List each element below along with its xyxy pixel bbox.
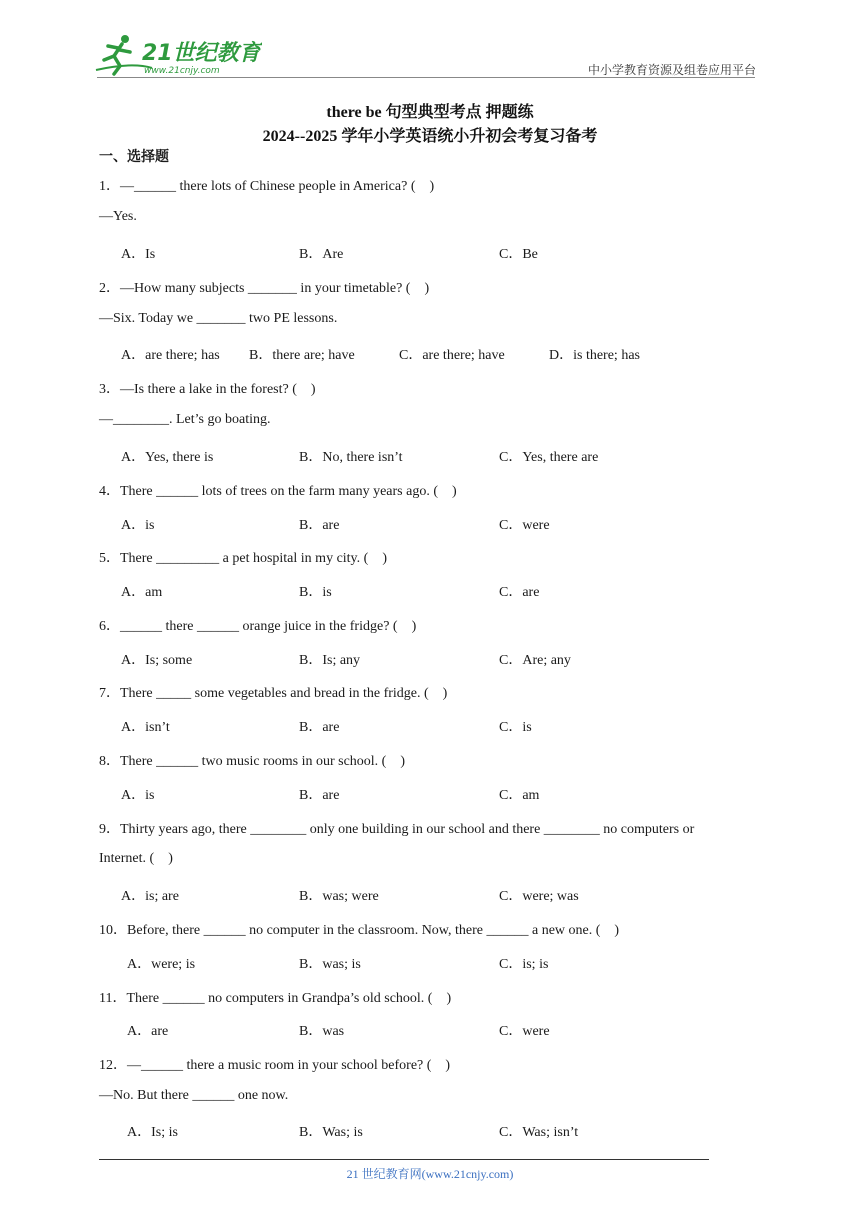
- answer-option[interactable]: A．is; are: [121, 889, 179, 904]
- question-continuation: —Six. Today we _______ two PE lessons.: [99, 311, 338, 326]
- question-stem: 4．There ______ lots of trees on the farm many years ago. ( ): [99, 484, 457, 499]
- answer-option[interactable]: B．is: [299, 585, 332, 600]
- answer-option[interactable]: C．is: [499, 720, 532, 735]
- document-subtitle: 2024--2025 学年小学英语统小升初会考复习备考: [262, 128, 598, 145]
- question-stem: 2．—How many subjects _______ in your timetable? ( ): [99, 281, 430, 296]
- question-stem: 6．______ there ______ orange juice in the fridge? ( ): [99, 619, 417, 634]
- answer-option[interactable]: A．Is; some: [121, 653, 193, 668]
- footer-divider: [99, 1159, 709, 1160]
- answer-option[interactable]: B．Was; is: [299, 1125, 363, 1140]
- answer-option[interactable]: A．Is; is: [127, 1125, 178, 1140]
- question-stem: 8．There ______ two music rooms in our school. ( ): [99, 754, 406, 769]
- section-heading: 一、选择题: [99, 149, 169, 165]
- answer-option[interactable]: A．isn’t: [121, 720, 170, 735]
- answer-option[interactable]: A．am: [121, 585, 163, 600]
- answer-option[interactable]: C．Was; isn’t: [499, 1125, 579, 1140]
- question-stem: 11．There ______ no computers in Grandpa’s old school. ( ): [99, 991, 452, 1006]
- answer-option[interactable]: C．were: [499, 1024, 550, 1039]
- answer-option[interactable]: C．were; was: [499, 889, 579, 904]
- answer-option[interactable]: B．Are: [299, 247, 344, 262]
- answer-option[interactable]: B．No, there isn’t: [299, 450, 403, 465]
- answer-option[interactable]: A．Yes, there is: [121, 450, 214, 465]
- answer-option[interactable]: C．am: [499, 788, 540, 803]
- answer-option[interactable]: A．is: [121, 518, 155, 533]
- platform-label: 中小学教育资源及组卷应用平台: [587, 63, 756, 77]
- answer-option[interactable]: A．Is: [121, 247, 156, 262]
- answer-option[interactable]: A．is: [121, 788, 155, 803]
- header-divider: [97, 77, 755, 78]
- answer-option[interactable]: A．are: [127, 1024, 169, 1039]
- answer-option[interactable]: C．Yes, there are: [499, 450, 599, 465]
- question-stem: 1．—______ there lots of Chinese people in America? ( ): [99, 179, 435, 194]
- logo-url: www.21cnjy.com: [144, 66, 220, 76]
- answer-option[interactable]: B．are: [299, 518, 340, 533]
- question-stem: 12．—______ there a music room in your school before? ( ): [99, 1058, 451, 1073]
- answer-option[interactable]: B．there are; have: [249, 348, 355, 363]
- question-stem: 5．There _________ a pet hospital in my city. ( ): [99, 551, 387, 566]
- runner-logo-icon: [92, 30, 262, 78]
- question-stem: 3．—Is there a lake in the forest? ( ): [99, 382, 316, 397]
- answer-option[interactable]: B．was: [299, 1024, 345, 1039]
- answer-option[interactable]: B．Is; any: [299, 653, 361, 668]
- site-logo[interactable]: [92, 30, 262, 78]
- answer-option[interactable]: B．are: [299, 720, 340, 735]
- answer-option[interactable]: C．is; is: [499, 957, 549, 972]
- question-continuation: Internet. ( ): [99, 851, 173, 866]
- logo-text: 21世纪教育: [142, 41, 261, 66]
- answer-option[interactable]: C．Be: [499, 247, 538, 262]
- document-title: there be 句型典型考点 押题练: [326, 104, 534, 121]
- footer-text: 21 世纪教育网(www.21cnjy.com): [346, 1167, 514, 1181]
- answer-option[interactable]: D．is there; has: [549, 348, 640, 363]
- page-header: [0, 0, 860, 80]
- answer-option[interactable]: C．were: [499, 518, 550, 533]
- answer-option[interactable]: B．was; is: [299, 957, 361, 972]
- answer-option[interactable]: C．Are; any: [499, 653, 571, 668]
- question-stem: 7．There _____ some vegetables and bread in the fridge. ( ): [99, 686, 448, 701]
- question-stem: 10．Before, there ______ no computer in the classroom. Now, there ______ a new one. ( ): [99, 923, 620, 938]
- answer-option[interactable]: B．was; were: [299, 889, 379, 904]
- question-stem: 9．Thirty years ago, there ________ only one building in our school and there ________ no computers or: [99, 822, 695, 837]
- answer-option[interactable]: A．are there; has: [121, 348, 220, 363]
- answer-option[interactable]: B．are: [299, 788, 340, 803]
- question-continuation: —Yes.: [99, 209, 137, 224]
- question-continuation: —________. Let’s go boating.: [99, 412, 271, 427]
- answer-option[interactable]: A．were; is: [127, 957, 196, 972]
- answer-option[interactable]: C．are: [499, 585, 540, 600]
- question-continuation: —No. But there ______ one now.: [99, 1088, 289, 1103]
- answer-option[interactable]: C．are there; have: [399, 348, 505, 363]
